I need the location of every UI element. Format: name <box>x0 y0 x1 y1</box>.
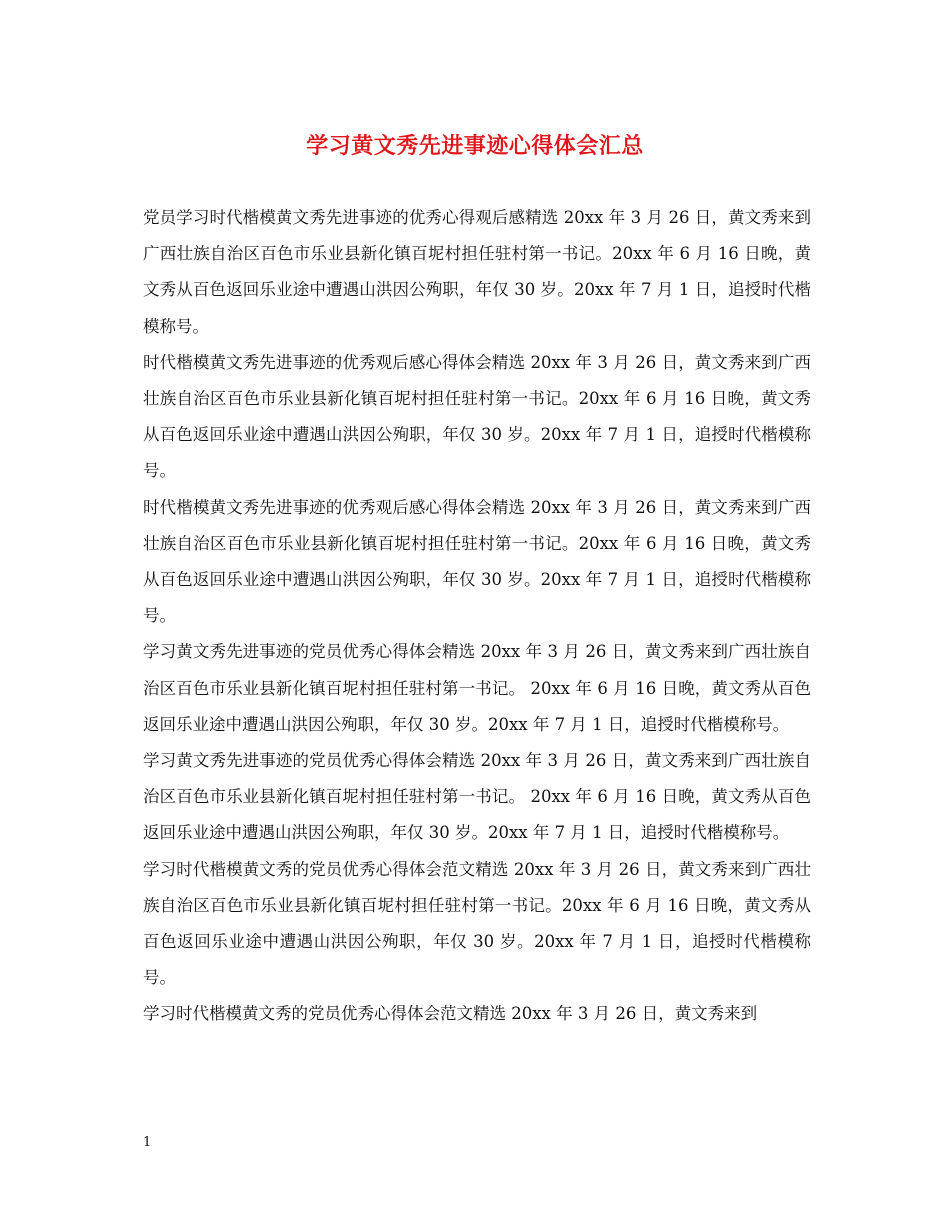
paragraph-5: 学习黄文秀先进事迹的党员优秀心得体会精选 20xx 年 3 月 26 日，黄文秀来到广西壮族自治区百色市乐业县新化镇百坭村担任驻村第一书记。 20xx 年 6 月 16 日晚，黄文秀从百色返回乐业途中遭遇山洪因公殉职，年仅 30 岁。20xx 年 7 月 1 日，追授时代楷模称号。 <box>143 751 811 843</box>
document-title: 学习黄文秀先进事迹心得体会汇总 <box>306 133 644 159</box>
page-number: 1 <box>143 1135 152 1150</box>
paragraph-1: 党员学习时代楷模黄文秀先进事迹的优秀心得观后感精选 20xx 年 3 月 26 日，黄文秀来到广西壮族自治区百色市乐业县新化镇百坭村担任驻村第一书记。20xx 年 6 月 16 日晚，黄文秀从百色返回乐业途中遭遇山洪因公殉职，年仅 30 岁。20xx 年 7 月 1 日，追授时代楷模称号。 <box>143 208 811 336</box>
paragraph-4: 学习黄文秀先进事迹的党员优秀心得体会精选 20xx 年 3 月 26 日，黄文秀来到广西壮族自治区百色市乐业县新化镇百坭村担任驻村第一书记。 20xx 年 6 月 16 日晚，黄文秀从百色返回乐业途中遭遇山洪因公殉职，年仅 30 岁。20xx 年 7 月 1 日，追授时代楷模称号。 <box>143 642 811 734</box>
document-body <box>143 200 811 1033</box>
paragraph-6: 学习时代楷模黄文秀的党员优秀心得体会范文精选 20xx 年 3 月 26 日，黄文秀来到广西壮族自治区百色市乐业县新化镇百坭村担任驻村第一书记。20xx 年 6 月 16 日晚，黄文秀从百色返回乐业途中遭遇山洪因公殉职，年仅 30 岁。20xx 年 7 月 1 日，追授时代楷模称号。 <box>143 859 811 988</box>
paragraph-7: 学习时代楷模黄文秀的党员优秀心得体会范文精选 20xx 年 3 月 26 日，黄文秀来到 <box>143 1004 758 1024</box>
paragraph-2: 时代楷模黄文秀先进事迹的优秀观后感心得体会精选 20xx 年 3 月 26 日，黄文秀来到广西壮族自治区百色市乐业县新化镇百坭村担任驻村第一书记。20xx 年 6 月 16 日晚，黄文秀从百色返回乐业途中遭遇山洪因公殉职，年仅 30 岁。20xx 年 7 月 1 日，追授时代楷模称号。 <box>143 352 811 481</box>
paragraph-3: 时代楷模黄文秀先进事迹的优秀观后感心得体会精选 20xx 年 3 月 26 日，黄文秀来到广西壮族自治区百色市乐业县新化镇百坭村担任驻村第一书记。20xx 年 6 月 16 日晚，黄文秀从百色返回乐业途中遭遇山洪因公殉职，年仅 30 岁。20xx 年 7 月 1 日，追授时代楷模称号。 <box>143 497 811 626</box>
